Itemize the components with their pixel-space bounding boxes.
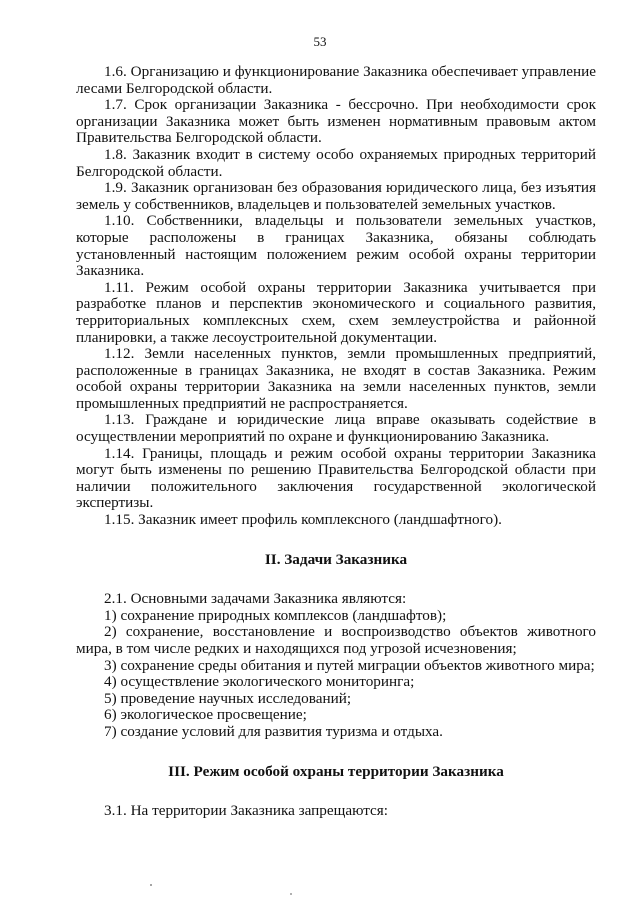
paragraph-1-12: 1.12. Земли населенных пунктов, земли промышленных предприятий, расположенные в границах Заказника, не входят в состав Заказника. Режим особой охраны территории Заказника на земли населенных пунктов, земли промышленных предприятий не распространяется.: [76, 345, 596, 412]
task-item-3: 3) сохранение среды обитания и путей миграции объектов животного мира;: [104, 656, 595, 674]
task-item-4: 4) осуществление экологического мониторинга;: [104, 673, 415, 691]
task-item-6: 6) экологическое просвещение;: [104, 706, 307, 724]
paragraph-1-6: 1.6. Организацию и функционирование Заказника обеспечивает управление лесами Белгородской области.: [76, 63, 596, 97]
paragraph-1-14: 1.14. Границы, площадь и режим особой охраны территории Заказника могут быть изменены по решению Правительства Белгородской области при наличии положительного заключения государственной экологической экспертизы.: [76, 444, 596, 512]
paragraph-1-10: 1.10. Собственники, владельцы и пользователи земельных участков, которые расположены в границах Заказника, обязаны соблюдать установленный настоящим положением режим особой охраны территории Заказника.: [76, 212, 596, 280]
task-item-1: 1) сохранение природных комплексов (ландшафтов);: [104, 606, 447, 624]
paragraph-1-9: 1.9. Заказник организован без образования юридического лица, без изъятия земель у собственников, владельцев и пользователей земельных участков.: [76, 179, 596, 213]
section-2-heading: II. Задачи Заказника: [264, 550, 408, 568]
section-3-heading: III. Режим особой охраны территории Заказника: [168, 762, 504, 780]
page-number: 53: [313, 34, 327, 49]
paragraph-1-11: 1.11. Режим особой охраны территории Заказника учитывается при разработке планов и перспектив экономического и социального развития, территориальных комплексных схем, схем землеустройства и районной планировки, а также лесоустроительной документации.: [76, 278, 596, 346]
paragraph-1-8: 1.8. Заказник входит в систему особо охраняемых природных территорий Белгородской области.: [76, 145, 596, 180]
scan-speck: [150, 884, 152, 886]
paragraph-1-15: 1.15. Заказник имеет профиль комплексного (ландшафтного).: [104, 511, 502, 529]
section-3-intro: 3.1. На территории Заказника запрещаются:: [104, 802, 388, 820]
task-item-2: 2) сохранение, восстановление и воспроизводство объектов животного мира, в том числе редких и находящихся под угрозой исчезновения;: [76, 623, 596, 657]
scan-speck: [290, 893, 292, 895]
section-2-intro: 2.1. Основными задачами Заказника являются:: [104, 590, 407, 608]
task-item-5: 5) проведение научных исследований;: [104, 689, 352, 707]
document-body: [76, 64, 596, 820]
paragraph-1-7: 1.7. Срок организации Заказника - бессрочно. При необходимости срок организации Заказника может быть изменен нормативным правовым актом Правительства Белгородской области.: [76, 96, 596, 147]
task-item-7: 7) создание условий для развития туризма и отдыха.: [104, 722, 443, 740]
paragraph-1-13: 1.13. Граждане и юридические лица вправе оказывать содействие в осуществлении мероприятий по охране и функционированию Заказника.: [76, 411, 596, 446]
